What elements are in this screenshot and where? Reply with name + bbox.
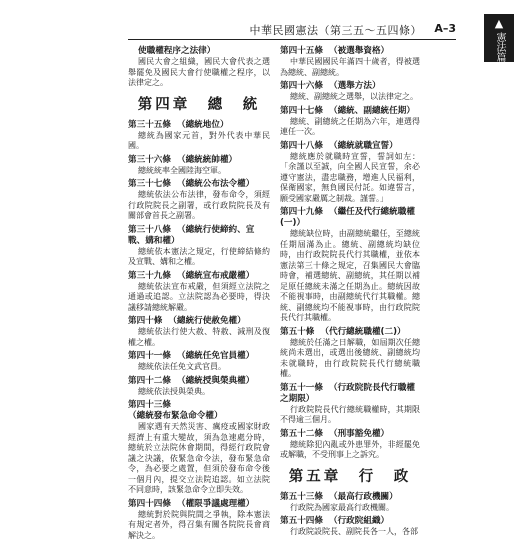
article-body: 行政院院長代行總統職權時，其期限不得逾三個月。	[280, 404, 420, 424]
article-body: 行政院為國家最高行政機關。	[290, 502, 394, 512]
article-number: 第四十條	[128, 316, 163, 326]
article	[280, 81, 420, 103]
article-title: （總統行使赦免權）	[168, 316, 246, 326]
article-list	[128, 120, 270, 542]
article-heading	[128, 120, 270, 131]
article-body: 總統、副總統之選舉，以法律定之。	[290, 92, 418, 101]
article-number: 第三十六條	[128, 154, 171, 165]
article	[128, 351, 270, 373]
article-body: 總統依本憲法之規定，行使締結條約及宣戰、媾和之權。	[128, 246, 270, 266]
article-heading	[280, 492, 420, 503]
article	[128, 316, 270, 348]
article-number: 第四十二條	[128, 375, 171, 386]
right-column	[280, 46, 420, 541]
article-heading	[280, 46, 420, 57]
article	[280, 141, 420, 205]
article-intro	[128, 46, 270, 89]
article-title: （總統發布緊急命令權）	[128, 411, 223, 421]
article	[128, 499, 270, 542]
article-heading	[128, 225, 270, 247]
article-heading	[280, 429, 420, 440]
article-title: （代行總統職權(二)）	[320, 326, 406, 337]
article-list	[280, 46, 420, 461]
article-title: （被選舉資格）	[328, 46, 390, 56]
article-heading	[128, 499, 270, 510]
article-heading	[128, 376, 270, 387]
article-number: 第四十七條	[280, 105, 323, 116]
header-rule	[128, 39, 456, 40]
article	[280, 207, 420, 324]
article-title: （行政院組織）	[328, 516, 390, 526]
article-body: 總統缺位時，由副總統繼任，至總統任期屆滿為止。總統、副總統均缺位時，由行政院院長代行其職權，並依本憲法第三十條之規定，召集國民大會臨時會，補選總統、副總統，其任期以補足原任總統未滿之任期為止。總統因故不能視事時，由副總統代行其職權。總統、副總統均不能視事時，由行政院院長代行其職權。	[280, 229, 420, 322]
article-title: （總統授與榮典權）	[176, 375, 255, 386]
article-heading	[280, 327, 420, 338]
article	[280, 492, 420, 514]
article	[128, 155, 270, 177]
article-body: 國家遇有天然災害、癘疫或國家財政經濟上有重大變故，須為急速處分時，總統於立法院休會期間，得經行政院會議之決議，依緊急命令法，發布緊急命令，為必要之處置，但須於發布命令後一個月內，提交立法院追認。如立法院不同意時，該緊急命令立即失效。	[128, 422, 270, 494]
article-heading	[128, 155, 270, 166]
article-number: 第五十條	[280, 326, 315, 337]
article-number: 第四十四條	[128, 498, 171, 509]
article-number: 第五十四條	[280, 516, 323, 526]
header-title: 中華民國憲法（第三五～五四條）	[249, 24, 422, 37]
article-title: （總統地位）	[176, 119, 229, 130]
article-heading	[280, 383, 420, 405]
article-title: （繼任及代行總統職權(一)）	[280, 207, 415, 228]
article-heading	[280, 141, 420, 152]
article	[280, 327, 420, 380]
article-number: 第四十三條	[128, 400, 171, 410]
article	[128, 179, 270, 222]
article-title: （最高行政機關）	[328, 491, 398, 502]
page-number: A–3	[434, 22, 456, 35]
article-number: 第五十二條	[280, 428, 323, 439]
article-title: （總統任免官員權）	[176, 351, 255, 361]
article-body: 總統依法公布法律，發布命令，須經行政院院長之副署，或行政院院長及有關部會首長之副署。	[128, 190, 270, 220]
article-heading	[128, 316, 270, 327]
article-body: 總統於任滿之日解職，如屆期次任總統尚未選出，或選出後總統、副總統均未就職時，由行政院院長代行總統職權。	[280, 337, 420, 378]
article-body: 總統除犯內亂或外患罪外，非經罷免或解職，不受刑事上之訴究。	[280, 439, 420, 459]
article-number: 第三十五條	[128, 119, 171, 130]
chapter-title: 第四章 總 統	[137, 95, 261, 113]
section-tab[interactable]	[484, 14, 514, 62]
article-body: 總統統率全國陸海空軍。	[138, 165, 226, 175]
page-header	[128, 17, 512, 40]
article-heading	[128, 351, 270, 362]
article-body: 國民大會之組織，國民大會代表之選舉罷免及國民大會行使職權之程序，以法律定之。	[128, 57, 270, 87]
article	[128, 225, 270, 268]
article-title: （權限爭議處理權）	[176, 498, 255, 509]
article-body: 總統、副總統之任期為六年，連選得連任一次。	[280, 116, 420, 136]
article-number: 第四十五條	[280, 46, 323, 56]
article-title: （選舉方法）	[328, 81, 381, 91]
left-column	[128, 46, 270, 544]
up-arrow-icon: ▲	[494, 17, 504, 30]
article-heading	[280, 81, 420, 92]
article-number: 第三十八條	[128, 224, 171, 235]
article	[280, 429, 420, 461]
chapter-title: 第五章 行 政	[288, 467, 412, 485]
article	[280, 383, 420, 426]
article-title: （總統就職宣誓）	[328, 140, 398, 151]
article-number: 第三十九條	[128, 270, 171, 281]
article-body: 總統依法授與榮典。	[138, 386, 210, 396]
article	[128, 376, 270, 398]
article-list	[280, 492, 420, 538]
article-body: 總統對於院與院間之爭執，除本憲法有規定者外，得召集有關各院院長會商解決之。	[128, 509, 270, 540]
article-number: 第四十六條	[280, 81, 323, 91]
article-number: 第四十八條	[280, 140, 323, 151]
article-body: 中華民國國民年滿四十歲者，得被選為總統、副總統。	[280, 57, 420, 77]
article-title: （總統公布法令權）	[176, 179, 255, 189]
article-number: 第四十九條	[280, 207, 323, 217]
article-body: 總統應於就職時宣誓，誓詞如左：「余謹以至誠，向全國人民宣誓，余必遵守憲法，盡忠職務，增進人民福利，保衛國家，無負國民付託。如違誓言，願受國家嚴厲之制裁。謹誓。」	[280, 151, 420, 203]
article-title: （總統統帥權）	[176, 154, 238, 165]
article-title: （總統行使締約、宣戰、媾和權）	[128, 224, 255, 246]
article	[128, 271, 270, 314]
article-number: 第五十一條	[280, 382, 323, 393]
article-body: 總統依法任免文武官員。	[138, 362, 226, 371]
article	[280, 516, 420, 538]
article-body: 總統為國家元首，對外代表中華民國。	[128, 130, 270, 150]
article-number: 第五十三條	[280, 491, 323, 502]
article-body: 總統依法宣布戒嚴，但須經立法院之通過或追認。立法院認為必要時，得決議移請總統解嚴。	[128, 281, 270, 312]
article-heading	[280, 516, 420, 527]
article-heading	[128, 271, 270, 282]
article	[280, 106, 420, 138]
article-body: 行政院設院長、副院長各一人，各部	[290, 527, 418, 536]
article-body: 總統依法行使大赦、特赦、減刑及復權之權。	[128, 327, 270, 347]
section-tab-label: 憲法篇	[494, 32, 505, 62]
article-title: （刑事豁免權）	[328, 428, 390, 439]
article-heading	[128, 400, 270, 422]
article-heading: 使職權程序之法律）	[138, 46, 216, 56]
article-title: （行政院院長代行職權之期限）	[280, 382, 415, 404]
article-heading	[280, 106, 420, 117]
article-number: 第四十一條	[128, 351, 171, 361]
article-heading	[280, 207, 420, 229]
article-heading	[128, 179, 270, 190]
article-title: （總統宣布戒嚴權）	[176, 270, 255, 281]
article	[128, 400, 270, 496]
article-number: 第三十七條	[128, 179, 171, 189]
article	[280, 46, 420, 78]
article	[128, 120, 270, 152]
article-title: （總統、副總統任期）	[328, 105, 415, 116]
